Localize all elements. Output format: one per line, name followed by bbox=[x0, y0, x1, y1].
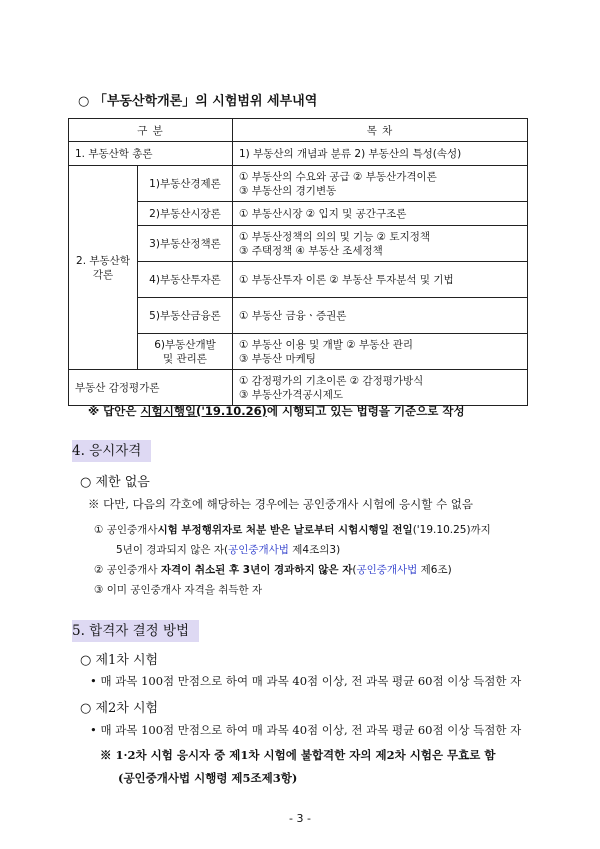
sub-investment: 4)부동산투자론 bbox=[138, 262, 233, 298]
invalidation-note: ※ 1·2차 시험 응시자 중 제1차 시험에 불합격한 자의 제2차 시험은 무효로 함 bbox=[100, 748, 496, 762]
disqualification-1: ① 공인중개사시험 부정행위자로 처분 받은 날로부터 시험시행일 전일('19.10.25)까지 bbox=[94, 524, 491, 536]
row-appraisal-content: ① 감정평가의 기초이론 ② 감정평가방식 ③ 부동산가격공시제도 bbox=[233, 370, 528, 406]
sub-market: 2)부동산시장론 bbox=[138, 202, 233, 226]
no-restriction-item: ○ 제한 없음 bbox=[80, 475, 150, 490]
section-4-heading: 4. 응시자격 bbox=[72, 440, 151, 462]
first-exam-criteria: • 매 과목 100점 만점으로 하여 매 과목 40점 이상, 전 과목 평균 60점 이상 득점한 자 bbox=[90, 674, 522, 688]
disqualification-note: ※ 다만, 다음의 각호에 해당하는 경우에는 공인중개사 시험에 응시할 수 없음 bbox=[88, 497, 473, 511]
row-general-label: 1. 부동산학 총론 bbox=[69, 142, 233, 166]
invalidation-note-source: (공인중개사법 시행령 제5조제3항) bbox=[118, 771, 298, 785]
sub-development: 6)부동산개발 및 관리론 bbox=[138, 334, 233, 370]
second-exam-item: ○ 제2차 시험 bbox=[80, 701, 159, 716]
section-5-heading: 5. 합격자 결정 방법 bbox=[72, 620, 199, 642]
header-category: 구 분 bbox=[69, 119, 233, 142]
page-number: - 3 - bbox=[289, 812, 311, 825]
sub-economics: 1)부동산경제론 bbox=[138, 166, 233, 202]
first-exam-item: ○ 제1차 시험 bbox=[80, 653, 159, 668]
row-general-content: 1) 부동산의 개념과 분류 2) 부동산의 특성(속성) bbox=[233, 142, 528, 166]
disqualification-1-cont: 5년이 경과되지 않은 자(공인중개사법 제4조의3) bbox=[116, 544, 341, 556]
law-link[interactable]: 공인중개사법 bbox=[356, 564, 418, 576]
content-finance: ① 부동산 금융ㆍ증권론 bbox=[233, 298, 528, 334]
content-market: ① 부동산시장 ② 입지 및 공간구조론 bbox=[233, 202, 528, 226]
law-link[interactable]: 공인중개사법 bbox=[228, 544, 289, 556]
disqualification-2: ② 공인중개사 자격이 취소된 후 3년이 경과하지 않은 자(공인중개사법 제6조) bbox=[94, 564, 452, 576]
row-appraisal-label: 부동산 감정평가론 bbox=[69, 370, 233, 406]
disqualification-3: ③ 이미 공인중개사 자격을 취득한 자 bbox=[94, 584, 263, 596]
exam-scope-table bbox=[68, 118, 528, 406]
sub-finance: 5)부동산금융론 bbox=[138, 298, 233, 334]
second-exam-criteria: • 매 과목 100점 만점으로 하여 매 과목 40점 이상, 전 과목 평균 60점 이상 득점한 자 bbox=[90, 723, 522, 737]
group-label: 2. 부동산학 각론 bbox=[69, 166, 138, 370]
sub-policy: 3)부동산정책론 bbox=[138, 226, 233, 262]
law-basis-note: ※ 답안은 시험시행일('19.10.26)에 시행되고 있는 법령을 기준으로 작성 bbox=[88, 404, 465, 418]
content-investment: ① 부동산투자 이론 ② 부동산 투자분석 및 기법 bbox=[233, 262, 528, 298]
exam-scope-title: ○ 「부동산학개론」의 시험범위 세부내역 bbox=[78, 94, 318, 109]
content-economics: ① 부동산의 수요와 공급 ② 부동산가격이론 ③ 부동산의 경기변동 bbox=[233, 166, 528, 202]
content-policy: ① 부동산정책의 의의 및 기능 ② 토지정책 ③ 주택정책 ④ 부동산 조세정책 bbox=[233, 226, 528, 262]
header-contents: 목 차 bbox=[233, 119, 528, 142]
content-development: ① 부동산 이용 및 개발 ② 부동산 관리 ③ 부동산 마케팅 bbox=[233, 334, 528, 370]
